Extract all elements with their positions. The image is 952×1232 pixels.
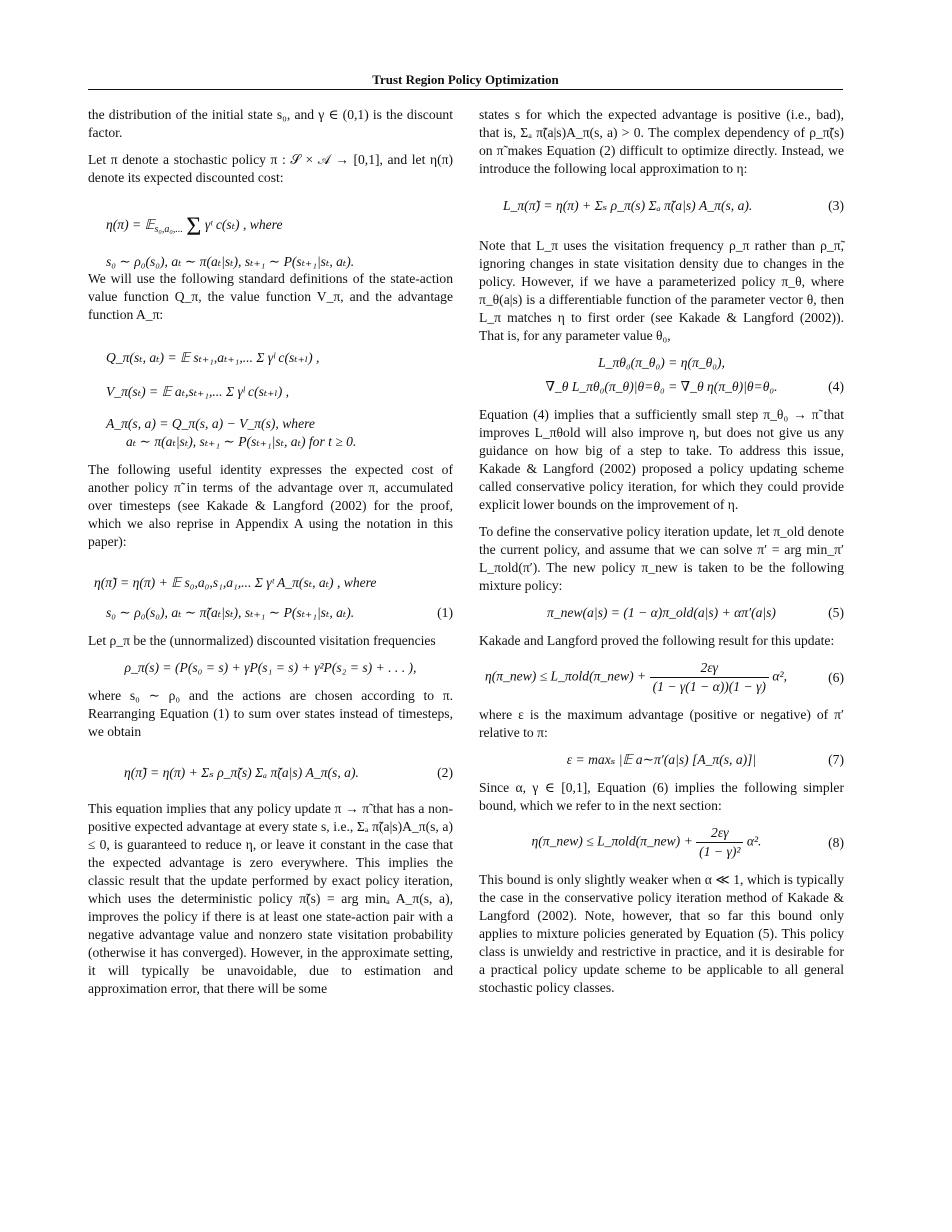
equation-text: V_π(sₜ) = 𝔼 aₜ,sₜ₊₁,... Σ γˡ c(sₜ₊ₗ) , <box>106 384 290 399</box>
equation-text: L_π(π̃) = η(π) + Σₛ ρ_π(s) Σₐ π̃(a|s) A_π(s, a). <box>503 198 753 213</box>
fraction <box>696 824 743 861</box>
equation-number: (6) <box>828 670 844 685</box>
equation-4 <box>479 354 844 396</box>
equation-text: aₜ ∼ π(aₜ|sₜ), sₜ₊₁ ∼ P(sₜ₊₁|sₜ, aₜ) for t ≥ 0. <box>126 434 357 449</box>
sum-symbol: Σ <box>186 212 202 241</box>
equation-text: η(π_new) ≤ L_πold(π_new) + <box>485 668 647 684</box>
paragraph: Let ρ_π be the (unnormalized) discounted visitation frequencies <box>88 633 436 648</box>
paragraph: where s₀ ∼ ρ₀ and the actions are chosen according to π. Rearranging Equation (1) to sum over states instead of timesteps, we obtain <box>88 688 453 739</box>
equation-number: (4) <box>828 379 844 394</box>
equation-text: η(π) = 𝔼 <box>106 217 155 232</box>
fraction <box>650 659 769 696</box>
fraction-denominator: (1 − γ(1 − α))(1 − γ) <box>652 679 766 694</box>
equation-eta <box>88 196 453 269</box>
header-rule <box>88 89 843 90</box>
equation-text: γᵗ c(sₜ) , where <box>204 217 283 232</box>
equation-text: s₀ ∼ ρ₀(s₀), aₜ ∼ π(aₜ|sₜ), sₜ₊₁ ∼ P(sₜ₊₁|sₜ, aₜ). <box>106 254 355 269</box>
equation-subscript: s₀,a₀,... <box>154 224 183 235</box>
paragraph: Kakade and Langford proved the following result for this update: <box>479 633 835 648</box>
paragraph: where ε is the maximum advantage (positive or negative) of π′ relative to π: <box>479 707 844 740</box>
equation-8 <box>479 824 844 861</box>
right-column <box>479 106 844 1006</box>
equation-5 <box>479 604 844 622</box>
paragraph: Since α, γ ∈ [0,1], Equation (6) implies the following simpler bound, which we refer to in the next section: <box>479 780 844 813</box>
equation-number: (2) <box>437 765 453 780</box>
equation-definitions <box>88 333 453 451</box>
fraction-denominator: (1 − γ)² <box>699 844 741 859</box>
paragraph: Equation (4) implies that a sufficiently small step π_θ₀ → π̃ that improves L_πθold will also improve η, but does not give us any guidance on how big of a step to take. To address this issue, Kakade & Langford (2002) proposed a policy updating scheme called conservative policy iteration, for which they could provide explicit lower bounds on the improvement of η. <box>479 407 844 512</box>
left-column <box>88 106 453 1007</box>
equation-text: η(π̃) = η(π) + Σₛ ρ_π̃(s) Σₐ π̃(a|s) A_π(s, a). <box>124 765 359 780</box>
equation-3 <box>479 187 844 227</box>
equation-2 <box>88 750 453 790</box>
paragraph: This equation implies that any policy update π → π̃ that has a non-positive expected advantage at every state s, i.e., Σₐ π̃(a|s)A_π(s, a) ≤ 0, is guaranteed to reduce η, or leave it constant in the case that the expected advantage is zero everywhere. This implies the classic result that the update performed by exact policy iteration, which uses the deterministic policy π̃(s) = arg minₐ A_π(s, a), improves the policy if there is at least one state-action pair with a negative advantage value and nonzero state visitation probability (otherwise it has converged). However, in the approximate setting, it will typically be unavoidable, due to estimation and approximation error, that there will be some <box>88 801 453 996</box>
paragraph: To define the conservative policy iteration update, let π_old denote the current policy, and assume that we can solve π′ = arg min_π′ L_πold(π′). The new policy π_new is taken to be the following mixture policy: <box>479 524 844 593</box>
paragraph: The following useful identity expresses the expected cost of another policy π̃ in terms of the advantage over π, accumulated over timesteps (see Kakade & Langford (2002) for the proof, which we also reprise in Appendix A using the notation in this paper): <box>88 462 453 549</box>
equation-6 <box>479 659 844 696</box>
equation-number: (1) <box>437 605 453 620</box>
paragraph: the distribution of the initial state s₀, and γ ∈ (0,1) is the discount factor. <box>88 107 453 140</box>
paragraph: states s for which the expected advantage is positive (i.e., bad), that is, Σₐ π̃(a|s)A_π(s, a) > 0. The complex dependency of ρ_π̃(s) on π̃ makes Equation (2) difficult to optimize directly. Instead, we introduce the following local approximation to η: <box>479 107 844 176</box>
equation-text: α², <box>772 668 787 684</box>
equation-number: (5) <box>828 605 844 620</box>
equation-text: η(π̃) = η(π) + 𝔼 s₀,a₀,s₁,a₁,... Σ γᵗ A_π(sₜ, aₜ) , where <box>94 575 377 590</box>
equation-text: ε = maxₛ |𝔼 a∼π′(a|s) [A_π(s, a)]| <box>566 752 757 767</box>
equation-7 <box>479 751 844 769</box>
equation-1 <box>88 560 453 622</box>
equation-number: (8) <box>828 835 844 850</box>
equation-text: α². <box>746 833 762 849</box>
running-header: Trust Region Policy Optimization <box>372 72 559 87</box>
equation-text: s₀ ∼ ρ₀(s₀), aₜ ∼ π̃(aₜ|sₜ), sₜ₊₁ ∼ P(sₜ₊₁|sₜ, aₜ). <box>106 605 355 620</box>
fraction-numerator: 2εγ <box>696 824 743 843</box>
equation-text: Q_π(sₜ, aₜ) = 𝔼 sₜ₊₁,aₜ₊₁,... Σ γˡ c(sₜ₊ₗ) , <box>106 350 320 365</box>
equation-number: (7) <box>828 752 844 767</box>
equation-rho <box>88 659 453 677</box>
paragraph: Let π denote a stochastic policy π : 𝒮 × 𝒜 → [0,1], and let η(π) denote its expected discounted cost: <box>88 152 453 185</box>
equation-text: π_new(a|s) = (1 − α)π_old(a|s) + απ′(a|s) <box>547 605 776 620</box>
equation-text: η(π_new) ≤ L_πold(π_new) + <box>531 833 693 849</box>
fraction-numerator: 2εγ <box>650 659 769 678</box>
paragraph: We will use the following standard definitions of the state-action value function Q_π, the value function V_π, and the advantage function A_π: <box>88 271 453 322</box>
paragraph: This bound is only slightly weaker when α ≪ 1, which is typically the case in the conservative policy iteration method of Kakade & Langford (2002). Note, however, that so far this bound only applies to mixture policies generated by Equation (5). This policy class is unwieldy and restrictive in practice, and it is desirable for a practical policy update scheme to be applicable to all general stochastic policy classes. <box>479 872 844 995</box>
paragraph: Note that L_π uses the visitation frequency ρ_π rather than ρ_π̃, ignoring changes in state visitation density due to changes in the policy. However, if we have a parameterized policy π_θ, where π_θ(a|s) is a differentiable function of the parameter vector θ, then L_π matches η to first order (see Kakade & Langford (2002)). That is, for any parameter value θ₀, <box>479 238 844 343</box>
equation-text: A_π(s, a) = Q_π(s, a) − V_π(s), where <box>106 416 315 431</box>
equation-number: (3) <box>828 198 844 213</box>
equation-text: ρ_π(s) = (P(s₀ = s) + γP(s₁ = s) + γ²P(s₂ = s) + . . . ), <box>124 660 417 675</box>
equation-text: ∇_θ L_πθ₀(π_θ)|θ=θ₀ = ∇_θ η(π_θ)|θ=θ₀. <box>545 379 778 394</box>
equation-text: L_πθ₀(π_θ₀) = η(π_θ₀), <box>598 355 725 370</box>
